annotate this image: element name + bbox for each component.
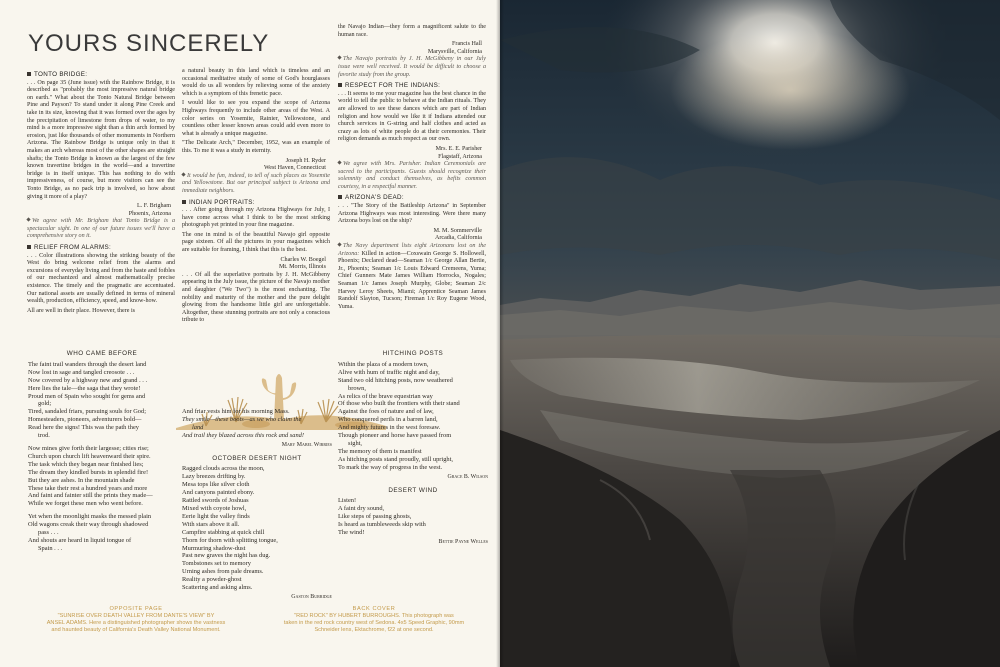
poem-line: As hitching posts stand proudly, still upright, xyxy=(338,455,453,463)
letter-signature: Mrs. E. E. Parisher xyxy=(435,145,482,152)
editor-reply-list: The Navy department lists eight Arizonans lost on the Arizona: Killed in action—Coxswain George S. Hollowell, Phoenix; Declared dead—Seaman 1/c George Allan Bertie, Jr., Phoenix; Seaman 1/c Louis Edward Cremeens, Yuma; Chief Gunners Mate James William Horrocks, Nogales; Seaman 1/c James Joseph Murphy, Globe; Seaman 2/c Harvey Leroy Sheets, Miami; Apprentice Seaman James Randolf Slayton, Tucson; Fireman 1/c Roy Eugene Wood, Yuma. xyxy=(338,243,486,310)
poem-desert-wind xyxy=(338,497,488,537)
poem-line: Urning ashes from pale dreams. xyxy=(182,568,264,576)
poem-line: Murmuring shadow-dust xyxy=(182,544,246,552)
letter-body: I would like to see you expand the scope of Arizona Highways frequently to include other areas of the West. A color series on Yosemite, Rainier, Yellowstone, and countless other lesser known areas could add even more to what is already a unique magazine. xyxy=(182,100,330,137)
poem-line: land xyxy=(192,423,204,431)
letter-body: . . . On page 35 (June issue) with the Rainbow Bridge, it is described as "probably the most impressive natural bridge on earth." What about the Tonto Natural Bridge between Pine and Payson? To stand under it along Pine Creek and take in its size, knowing that it was formed over the ages by the precipitation of limestone from drops of water, to my mind is a more impressive sight than a thin arch formed by erosion, just like thousands of other monuments in Northern Arizona. The Rainbow Bridge is unique only in that it makes an arch whereas most of the other shapes are straight shafts; the Tonto Bridge is known as the largest of the few known travertine bridges in the world—and a travertine bridge is in itself unique. This has nothing to do with impressiveness, of course, but more visitors can see the Tonto Bridge, as no pack trip is involved, so how about giving it more of a play? xyxy=(27,79,175,200)
poem-line: pass . . . xyxy=(38,529,59,537)
poem-line: They smile—these boots—as we who claim the xyxy=(182,415,302,423)
poem-line: And canyons painted ebony. xyxy=(182,489,255,497)
poem-who-came-before xyxy=(28,350,176,553)
poem-line: Past new graves the night has dug. xyxy=(182,552,271,560)
poem-line: trod. xyxy=(38,432,50,440)
poem-line: Against the foes of nature and of law, xyxy=(338,408,434,416)
caption-line: taken in the red rock country west of Sedona. 4x5 Speed Graphic, 90mm xyxy=(283,620,465,626)
poem-line: Lazy breezes drifting by. xyxy=(182,473,246,481)
editor-reply: The Navy department lists eight Arizonans lost on the Arizona: xyxy=(338,243,486,257)
poem-line: brown, xyxy=(348,384,366,392)
letter-body: "The Delicate Arch," December, 1952, was an example of this. To me it was a study in eternity. xyxy=(182,140,330,154)
poem-line: Church upon church lift heavenward their spire. xyxy=(28,452,151,460)
bullet-icon xyxy=(182,200,186,204)
poem-author: Grace B. Wilson xyxy=(447,473,488,480)
diamond-bullet-icon xyxy=(181,172,185,176)
poem-hitching-posts xyxy=(338,361,488,472)
poem-line: Listen! xyxy=(338,497,357,505)
letters-column-1 xyxy=(27,68,175,317)
caption-line: "SUNRISE OVER DEATH VALLEY FROM DANTE'S VIEW" BY xyxy=(57,613,215,619)
caption-line: ANSEL ADAMS. Here a distinguished photographer shows the vastness xyxy=(46,620,226,626)
poem-line: gold; xyxy=(38,400,52,408)
letter-signature: L. F. Brigham xyxy=(136,203,171,210)
section-heading-arizona-dead: ARIZONA'S DEAD: xyxy=(338,194,486,202)
poem-line: Who conquered perils in a barren land, xyxy=(338,416,438,424)
poem-line: Here lies the tale—the saga that they wrote! xyxy=(28,384,141,392)
poem-line: Ragged clouds across the moon, xyxy=(182,465,265,473)
poem-title: HITCHING POSTS xyxy=(382,350,444,357)
poem-line: Spain . . . xyxy=(38,544,63,552)
poem-line: Is heard as tumbleweeds skip with xyxy=(338,521,426,529)
poem-line: The faint trail wanders through the desert land xyxy=(28,360,147,368)
section-heading-respect: RESPECT FOR THE INDIANS: xyxy=(338,82,486,90)
caption-line: and haunted beauty of California's Death Valley National Monument. xyxy=(51,627,221,633)
poem-line: But they are ashes. In the mountain shade xyxy=(28,476,135,484)
letter-body: . . . After going through my Arizona Highways for July, I have come across what I think to be the most striking photograph yet printed in your fine magazine. xyxy=(182,207,330,229)
poem-line: The memory of them is manifest xyxy=(338,447,422,455)
poem-line: A faint dry sound, xyxy=(338,505,385,513)
letter-signature: Francis Hall xyxy=(452,41,482,48)
poem-line: The dream they kindled bursts in splendid fire! xyxy=(28,468,149,476)
bullet-icon xyxy=(338,83,342,87)
letter-body: . . . Of all the superlative portraits by J. H. McGibbeny appearing in the July issue, the picture of the Navajo mother and daughter ("We Two") is the most enchanting. The nobility and maturity of the mother and the pure delight glowing from the handsome little girl are unforgettable. Altogether, these stunning portraits are not only a conscious tribute to xyxy=(182,271,330,324)
letter-location: Arcadia, California xyxy=(434,235,482,242)
poem-october-desert-night xyxy=(182,465,332,592)
poem-title: DESERT WIND xyxy=(388,486,438,494)
poem-title: OCTOBER DESERT NIGHT xyxy=(212,454,302,462)
letter-location: Phoenix, Arizona xyxy=(128,210,171,217)
poem-line: Campfire stabbing at quick chill xyxy=(182,528,265,536)
poem-line: And shouts are heard in liquid tongue of xyxy=(28,536,132,544)
poem-line: And mighty futures in the west foresaw. xyxy=(338,424,441,432)
poem-title: WHO CAME BEFORE xyxy=(66,350,138,357)
poem-line: Alive with hum of traffic night and day, xyxy=(338,368,440,376)
editor-reply: It would be fun, indeed, to tell of such places as Yosemite and Yellowstone. But our principal subject is Arizona and immediate neighbors. xyxy=(182,172,330,194)
poem-stanza-2 xyxy=(28,445,176,508)
poem-line: These take their rest a hundred years and more xyxy=(28,484,148,492)
letter-body: The one in mind is of the beautiful Navajo girl opposite page sixteen. Of all the pictures in your magazines which are suitable for framing, I think that this is the best. xyxy=(182,231,330,254)
poem-line: Proud men of Spain who sought for gems and xyxy=(28,392,146,400)
poem-line: Within the plaza of a modern town, xyxy=(338,360,429,368)
letters-column-3 xyxy=(338,24,486,313)
letter-location: Flagstaff, Arizona xyxy=(438,153,482,160)
editor-reply: We agree with Mr. Brigham that Tonto Bridge is a spectacular sight. In one of our future issues we'll have a comprehensive story on it. xyxy=(27,218,175,240)
letter-location: West Haven, Connecticut xyxy=(264,165,326,172)
poem-line: Yet when the moonlight masks the messed plain xyxy=(28,513,152,521)
caption-heading: BACK COVER xyxy=(352,606,396,612)
page-title: YOURS SINCERELY xyxy=(28,30,270,57)
bullet-icon xyxy=(27,245,31,249)
poem-line: As relics of the brave equestrian way xyxy=(338,392,433,400)
poem-line: Like steps of passing ghosts, xyxy=(338,513,412,521)
poem-line: Read here the signs! This was the path they xyxy=(28,424,139,432)
poem-line: With stars above it all. xyxy=(182,520,240,528)
letter-signature: Joseph H. Ryder xyxy=(285,157,326,164)
poem-line: Mesa tops like silver cloth xyxy=(182,481,250,489)
caption-line: Schneider lens, Ektachrome, f22 at one second. xyxy=(314,627,434,633)
poem-line: Of those who built the frontiers with their stand xyxy=(338,400,460,408)
caption-heading: OPPOSITE PAGE xyxy=(109,606,163,612)
poem-author: Mary Mabel Wirries xyxy=(281,441,332,448)
poem-line: Eerie light the valley finds xyxy=(182,512,250,520)
letter-body: the Navajo Indian—they form a magnificent salute to the human race. xyxy=(338,24,486,38)
poem-line: And trail they blazed across this rock and sand! xyxy=(182,431,305,439)
poem-line: Reality a powder-ghost xyxy=(182,576,242,584)
poem-line: And friar vests him for his morning Mass. xyxy=(182,408,290,415)
letter-body: All are well in their place. However, there is xyxy=(27,307,136,314)
poem-column-middle xyxy=(182,408,332,602)
section-heading-relief: RELIEF FROM ALARMS: xyxy=(27,244,175,252)
poem-line: Tired, sandaled friars, pursuing souls for God; xyxy=(28,408,146,416)
diamond-bullet-icon xyxy=(26,218,30,222)
poem-line: Scattering and asking alms. xyxy=(182,584,253,592)
poem-line: To mark the way of progress in the west. xyxy=(338,463,443,471)
poem-line: Now mines give forth their largesse; cities rise; xyxy=(28,444,149,452)
poem-line: Homesteaders, pioneers, adventurers bold— xyxy=(28,416,142,424)
letter-body: . . . It seems to me your magazine has the best chance in the world to tell the public to behave at the Indian rituals. They are allowed to see these dances which are part of Indian religion and how would we like it if Indians attended our church services in G-string and half clothes and acted as crazy as lots of white people do at their ceremonies. Their religion demands as much respect as our own. xyxy=(338,90,486,143)
letter-body: . . . "The Story of the Battleship Arizona" in September Arizona Highways was most interesting. Were there many Arizona boys lost on the ship? xyxy=(338,203,486,225)
poem-line: The task which they began near finished lies; xyxy=(28,460,144,468)
poem-line: Rattled swords of Joshuas xyxy=(182,497,249,505)
poem-author: Bettie Payne Welles xyxy=(438,538,488,545)
bullet-icon xyxy=(27,72,31,76)
caption-line: "RED ROCK" BY HUBERT BURROUGHS. This photograph was xyxy=(294,613,454,619)
poem-line: And faint and fainter still the prints they made— xyxy=(28,492,153,500)
poem-line: Thorn for thorn with splitting tongue, xyxy=(182,536,278,544)
letter-signature: Charles W. Boegel xyxy=(280,256,326,263)
letter-location: Mt. Morris, Illinois xyxy=(278,264,326,271)
editor-reply: The Navajo portraits by J. H. McGibbeny in our July issue were well received. It would be difficult to choose a favorite study from the group. xyxy=(338,56,486,78)
page-gutter xyxy=(496,0,504,667)
section-heading-tonto: TONTO BRIDGE: xyxy=(27,71,175,79)
letter-body: . . . Color illustrations showing the striking beauty of the West do bring welcome relief from the alarms and excursions of everyday living and from the haste and foibles of our mechanized and almost mathematically precise existence. The timely and the pragmatic are accentuated. Our national assets are usually defined in terms of mineral wealth, production, efficiency, speed, and know-how. xyxy=(27,252,175,305)
poem-line: Mixed with coyote howl, xyxy=(182,504,247,512)
caption-back-cover xyxy=(256,606,492,634)
poem-line: Now lost in sage and tangled creosote . . . xyxy=(28,368,135,376)
diamond-bullet-icon xyxy=(337,242,341,246)
diamond-bullet-icon xyxy=(337,56,341,60)
poem-stanza-1 xyxy=(28,361,176,440)
letter-body: a natural beauty in this land which is timeless and an occasional meditative study of some of God's hourglasses would do us all wonders by relieving some of the anxiety which is a symptom of this frenetic pace. xyxy=(182,68,330,97)
poem-line: While we forget these men who went before. xyxy=(28,500,143,508)
poem-column-right xyxy=(338,350,488,547)
poem-line: Stand two old hitching posts, now weathered xyxy=(338,376,453,384)
editor-reply: We agree with Mrs. Parisher. Indian Ceremonials are sacred to the participants. Guests should recognize their solemnity and conduct themselves, as befits common courtesy, in a respectful manner. xyxy=(338,161,486,190)
bullet-icon xyxy=(338,195,342,199)
death-valley-photograph xyxy=(500,0,1000,667)
diamond-bullet-icon xyxy=(337,160,341,164)
poem-author: Gaston Burridge xyxy=(291,593,332,600)
poem-line: Tombstones set to memory xyxy=(182,560,251,568)
letter-location: Marysville, California xyxy=(427,48,482,55)
section-heading-indian-portraits: INDIAN PORTRAITS: xyxy=(182,199,330,207)
caption-opposite-page xyxy=(24,606,248,634)
letters-column-2 xyxy=(182,68,330,327)
poem-line: Now covered by a highway new and grand . . . xyxy=(28,376,148,384)
letter-signature: M. M. Sommerville xyxy=(433,227,482,234)
poem-stanza-3 xyxy=(28,513,176,553)
poem-line: Old wagons creak their way through shadowed xyxy=(28,521,149,529)
poem-line: The wind! xyxy=(338,529,365,537)
poem-line: Though pioneer and horse have passed from xyxy=(338,432,452,440)
poem-line: sight, xyxy=(348,439,363,447)
